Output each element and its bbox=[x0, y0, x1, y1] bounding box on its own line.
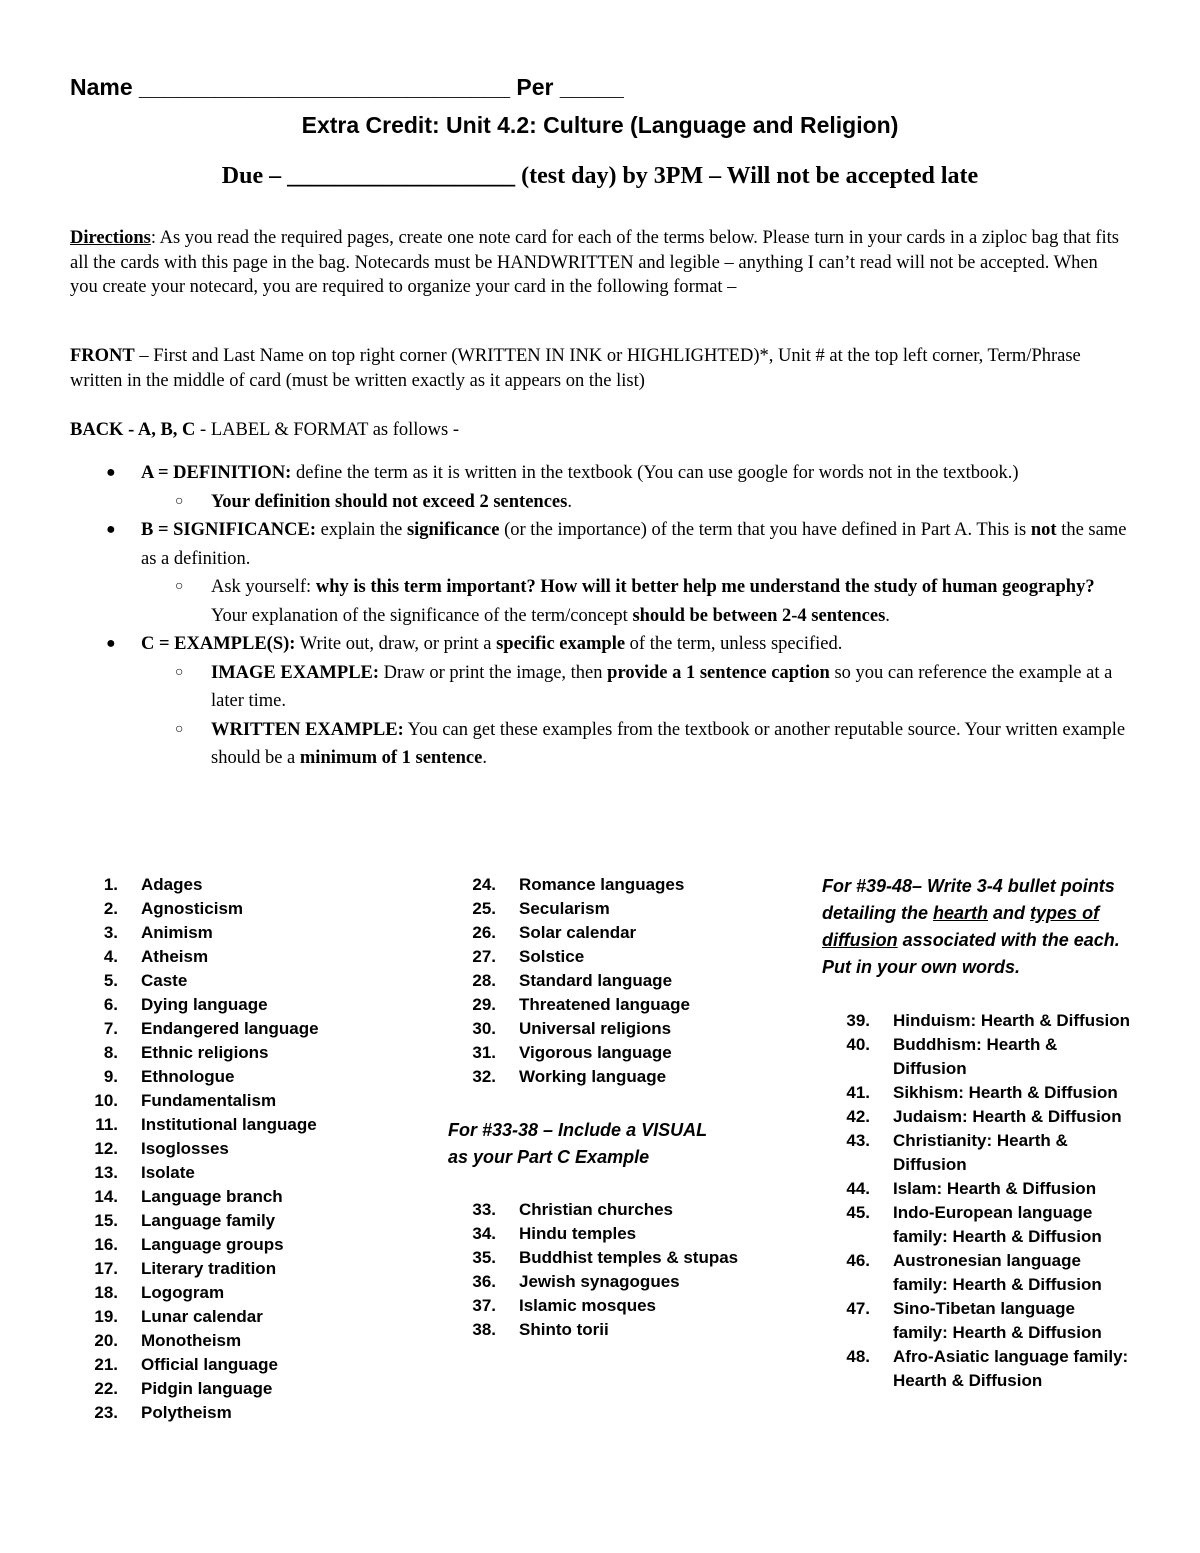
part-c-image-subitem bbox=[70, 659, 1130, 716]
term-number: 48. bbox=[846, 1347, 870, 1366]
term-text: Threatened language bbox=[519, 995, 690, 1014]
term-text-continued: family: Hearth & Diffusion bbox=[893, 1227, 1102, 1246]
due-rest: (test day) by 3PM – Will not be accepted late bbox=[521, 163, 979, 189]
terms-column-2-visual bbox=[448, 1198, 788, 1342]
circle-bullet-icon: ○ bbox=[175, 493, 184, 509]
terms-column-2 bbox=[448, 873, 788, 1089]
term-list-item bbox=[822, 1009, 1152, 1033]
page-title: Extra Credit: Unit 4.2: Culture (Language and Religion) bbox=[301, 112, 899, 138]
term-number: 16. bbox=[94, 1235, 118, 1254]
per-label: Per bbox=[516, 74, 554, 100]
front-text: – First and Last Name on top right corner (WRITTEN IN INK or HIGHLIGHTED)*, Unit # at the top left corner, Term/Phrase written in the middle of card (must be written exactly as it appears on the list) bbox=[70, 346, 1081, 391]
part-a-sub-end: . bbox=[567, 491, 572, 512]
term-number: 44. bbox=[846, 1179, 870, 1198]
term-text: Islamic mosques bbox=[519, 1296, 657, 1315]
term-text: Christianity: Hearth & bbox=[893, 1131, 1068, 1150]
term-list-item bbox=[70, 1281, 400, 1305]
term-number: 42. bbox=[846, 1107, 870, 1126]
term-list-item bbox=[822, 1249, 1152, 1297]
term-list-item bbox=[822, 1033, 1152, 1081]
term-text: Sikhism: Hearth & Diffusion bbox=[893, 1083, 1118, 1102]
due-line bbox=[0, 163, 1200, 190]
written-example-text-2: . bbox=[482, 748, 487, 768]
term-text-continued: Diffusion bbox=[893, 1155, 967, 1174]
term-list-item bbox=[822, 1081, 1152, 1105]
term-text: Buddhism: Hearth & bbox=[893, 1035, 1058, 1054]
term-number: 38. bbox=[472, 1320, 496, 1339]
term-list-item bbox=[70, 969, 400, 993]
part-c-label: C = EXAMPLE(S): bbox=[141, 634, 296, 654]
circle-bullet-icon: ○ bbox=[175, 664, 184, 680]
term-number: 25. bbox=[472, 899, 496, 918]
term-number: 41. bbox=[846, 1083, 870, 1102]
part-c-item bbox=[70, 630, 1130, 659]
term-number: 10. bbox=[94, 1091, 118, 1110]
term-list-item bbox=[822, 1345, 1152, 1393]
term-list-item bbox=[70, 1377, 400, 1401]
term-number: 15. bbox=[94, 1211, 118, 1230]
term-list-item bbox=[448, 921, 788, 945]
part-b-sub-bold-1: why is this term important? How will it better help me understand the study of human geography? bbox=[315, 577, 1095, 597]
part-b-item bbox=[70, 516, 1130, 573]
term-number: 11. bbox=[95, 1115, 118, 1134]
term-list-item bbox=[70, 921, 400, 945]
term-number: 2. bbox=[103, 899, 118, 918]
circle-bullet-icon: ○ bbox=[175, 721, 184, 737]
term-number: 7. bbox=[103, 1019, 118, 1038]
term-text: Buddhist temples & stupas bbox=[519, 1248, 739, 1267]
term-number: 12. bbox=[94, 1139, 118, 1158]
term-text: Language branch bbox=[141, 1187, 283, 1206]
part-b-text-3: the same as a definition. bbox=[141, 520, 1127, 569]
term-number: 46. bbox=[846, 1251, 870, 1270]
term-list-item bbox=[70, 1185, 400, 1209]
term-number: 24. bbox=[472, 875, 496, 894]
term-number: 26. bbox=[472, 923, 496, 942]
term-list-item bbox=[448, 873, 788, 897]
term-number: 27. bbox=[472, 947, 496, 966]
term-text: Dying language bbox=[141, 995, 268, 1014]
term-text: Solstice bbox=[519, 947, 585, 966]
term-list-item bbox=[448, 1294, 788, 1318]
term-list-item bbox=[448, 1041, 788, 1065]
written-example-label: WRITTEN EXAMPLE: bbox=[211, 719, 404, 740]
image-example-bold: provide a 1 sentence caption bbox=[607, 662, 830, 683]
term-list-item bbox=[70, 1401, 400, 1425]
term-number: 18. bbox=[94, 1283, 118, 1302]
term-number: 40. bbox=[846, 1035, 870, 1054]
name-label: Name bbox=[70, 74, 133, 100]
term-list-item bbox=[448, 1017, 788, 1041]
term-text: Sino-Tibetan language bbox=[893, 1299, 1075, 1318]
term-list-item bbox=[822, 1177, 1152, 1201]
term-list-item bbox=[448, 969, 788, 993]
term-text: Lunar calendar bbox=[141, 1307, 263, 1326]
part-b-sub-text-3: . bbox=[885, 605, 890, 626]
term-text: Literary tradition bbox=[141, 1259, 277, 1278]
bullet-icon: ● bbox=[106, 464, 116, 481]
hearth-note-text-2: and bbox=[988, 903, 1031, 923]
term-number: 35. bbox=[472, 1248, 496, 1267]
term-text: Isolate bbox=[141, 1163, 195, 1182]
term-text: Secularism bbox=[519, 899, 610, 918]
term-number: 4. bbox=[103, 947, 118, 966]
term-list-item bbox=[70, 1089, 400, 1113]
term-number: 45. bbox=[846, 1203, 870, 1222]
due-label: Due – bbox=[221, 163, 282, 189]
bullet-icon: ● bbox=[106, 635, 116, 652]
term-number: 31. bbox=[472, 1043, 496, 1062]
term-text: Christian churches bbox=[519, 1200, 673, 1219]
terms-column-3 bbox=[822, 1009, 1152, 1393]
written-example-text-1: You can get these examples from the textbook or another reputable source. Your written example should be a bbox=[211, 719, 1126, 768]
term-list-item bbox=[70, 1233, 400, 1257]
card-format-list bbox=[70, 459, 1130, 773]
term-list-item bbox=[70, 993, 400, 1017]
part-b-subitem bbox=[70, 573, 1130, 630]
term-list-item bbox=[70, 1137, 400, 1161]
term-list-item bbox=[448, 1198, 788, 1222]
term-list-item bbox=[448, 1246, 788, 1270]
term-number: 5. bbox=[103, 971, 118, 990]
image-example-text-2: so you can reference the example at a later time. bbox=[211, 662, 1113, 711]
term-text: Endangered language bbox=[141, 1019, 319, 1038]
term-text: Austronesian language bbox=[893, 1251, 1081, 1270]
term-text-continued: Hearth & Diffusion bbox=[893, 1371, 1043, 1390]
due-blank: ___________________ bbox=[287, 163, 516, 189]
term-text: Polytheism bbox=[141, 1403, 232, 1422]
term-text: Working language bbox=[519, 1067, 667, 1086]
term-text: Logogram bbox=[141, 1283, 225, 1302]
term-number: 32. bbox=[472, 1067, 496, 1086]
term-number: 29. bbox=[472, 995, 496, 1014]
part-b-text-1: explain the bbox=[316, 520, 407, 540]
term-list-item bbox=[70, 1065, 400, 1089]
hearth-note-underline-1: hearth bbox=[933, 903, 989, 923]
term-text: Islam: Hearth & Diffusion bbox=[893, 1179, 1097, 1198]
back-paragraph bbox=[70, 418, 1130, 443]
term-text: Isoglosses bbox=[141, 1139, 229, 1158]
term-text: Agnosticism bbox=[141, 899, 244, 918]
term-number: 37. bbox=[472, 1296, 496, 1315]
term-text: Atheism bbox=[141, 947, 209, 966]
term-text: Standard language bbox=[519, 971, 673, 990]
term-list-item bbox=[448, 1222, 788, 1246]
part-b-sub-bold-2: should be between 2-4 sentences bbox=[632, 605, 886, 626]
term-number: 8. bbox=[103, 1043, 118, 1062]
name-blank: _____________________________ bbox=[139, 74, 511, 100]
back-text: - LABEL & FORMAT as follows - bbox=[195, 420, 460, 440]
part-a-text: define the term as it is written in the textbook (You can use google for words not in the textbook.) bbox=[291, 463, 1019, 483]
directions-label: Directions bbox=[70, 228, 151, 248]
term-number: 20. bbox=[94, 1331, 118, 1350]
term-list-item bbox=[70, 1041, 400, 1065]
term-list-item bbox=[70, 1209, 400, 1233]
term-list-item bbox=[70, 1017, 400, 1041]
image-example-label: IMAGE EXAMPLE: bbox=[211, 662, 380, 683]
term-text: Ethnologue bbox=[141, 1067, 235, 1086]
term-list-item bbox=[448, 1065, 788, 1089]
term-list-item bbox=[70, 873, 400, 897]
term-text: Fundamentalism bbox=[141, 1091, 277, 1110]
term-list-item bbox=[822, 1297, 1152, 1345]
front-label: FRONT bbox=[70, 346, 135, 366]
term-list-item bbox=[448, 1270, 788, 1294]
term-number: 21. bbox=[94, 1355, 118, 1374]
term-number: 39. bbox=[846, 1011, 870, 1030]
term-text: Judaism: Hearth & Diffusion bbox=[893, 1107, 1122, 1126]
hearth-note-underline-2: types of diffusion bbox=[822, 903, 1100, 950]
visual-note: For #33-38 – Include a VISUAL as your Part C Example bbox=[448, 1120, 707, 1167]
term-text: Caste bbox=[141, 971, 188, 990]
bullet-icon: ● bbox=[106, 521, 116, 538]
part-c-text-1: Write out, draw, or print a bbox=[295, 634, 497, 654]
part-b-text-2: (or the importance) of the term that you have defined in Part A. This is bbox=[499, 520, 1031, 540]
term-number: 34. bbox=[472, 1224, 496, 1243]
part-c-written-subitem bbox=[70, 716, 1130, 773]
term-list-item bbox=[70, 1113, 400, 1137]
term-list-item bbox=[822, 1129, 1152, 1177]
term-number: 17. bbox=[94, 1259, 118, 1278]
term-number: 13. bbox=[94, 1163, 118, 1182]
term-number: 33. bbox=[472, 1200, 496, 1219]
term-list-item bbox=[448, 1318, 788, 1342]
term-list-item bbox=[70, 897, 400, 921]
term-number: 30. bbox=[472, 1019, 496, 1038]
part-a-label: A = DEFINITION: bbox=[141, 463, 292, 483]
term-text-continued: Diffusion bbox=[893, 1059, 967, 1078]
term-list-item bbox=[70, 1257, 400, 1281]
directions-text: : As you read the required pages, create one note card for each of the terms below. Please turn in your cards in a ziploc bag that fits all the cards with this page in the bag. Notecards must be HANDWRITTEN and legible – anything I can’t read will not be accepted. When you create your notecard, you are required to organize your card in the following format – bbox=[70, 228, 1119, 297]
term-text: Indo-European language bbox=[893, 1203, 1093, 1222]
circle-bullet-icon: ○ bbox=[175, 579, 184, 594]
term-number: 22. bbox=[94, 1379, 118, 1398]
hearth-note-text-1: For #39-48– Write 3-4 bullet points detailing the bbox=[822, 876, 1115, 923]
term-list-item bbox=[448, 897, 788, 921]
term-list-item bbox=[448, 993, 788, 1017]
term-list-item bbox=[448, 945, 788, 969]
term-list-item bbox=[70, 945, 400, 969]
term-text: Hindu temples bbox=[519, 1224, 637, 1243]
term-number: 43. bbox=[846, 1131, 870, 1150]
hearth-note-text-3: associated with the each. Put in your own words. bbox=[822, 930, 1120, 977]
term-text: Jewish synagogues bbox=[519, 1272, 680, 1291]
part-a-sub-bold: Your definition should not exceed 2 sentences bbox=[211, 491, 568, 512]
back-label: BACK - A, B, C bbox=[70, 420, 196, 440]
term-text: Adages bbox=[141, 875, 203, 894]
written-example-bold: minimum of 1 sentence bbox=[299, 748, 483, 768]
term-list-item bbox=[70, 1161, 400, 1185]
term-list-item bbox=[70, 1305, 400, 1329]
term-text: Shinto torii bbox=[519, 1320, 609, 1339]
term-text-continued: family: Hearth & Diffusion bbox=[893, 1275, 1102, 1294]
term-number: 6. bbox=[103, 995, 118, 1014]
term-text-continued: family: Hearth & Diffusion bbox=[893, 1323, 1102, 1342]
hearth-note bbox=[822, 873, 1132, 981]
term-text: Romance languages bbox=[519, 875, 685, 894]
front-paragraph bbox=[70, 344, 1130, 393]
terms-column-1 bbox=[70, 873, 400, 1425]
part-b-label: B = SIGNIFICANCE: bbox=[141, 520, 317, 540]
term-list-item bbox=[70, 1353, 400, 1377]
part-b-sub-text-2: Your explanation of the significance of the term/concept bbox=[211, 605, 633, 626]
term-text: Pidgin language bbox=[141, 1379, 273, 1398]
part-a-item bbox=[70, 459, 1130, 488]
term-number: 1. bbox=[103, 875, 118, 894]
term-number: 19. bbox=[94, 1307, 118, 1326]
part-b-sub-text-1: Ask yourself: bbox=[211, 577, 316, 597]
part-b-bold-2: not bbox=[1030, 520, 1057, 540]
name-per-line bbox=[70, 74, 624, 101]
term-number: 28. bbox=[472, 971, 496, 990]
term-list-item bbox=[822, 1105, 1152, 1129]
per-blank: _____ bbox=[559, 74, 624, 100]
term-number: 36. bbox=[472, 1272, 496, 1291]
image-example-text-1: Draw or print the image, then bbox=[379, 662, 608, 683]
term-text: Ethnic religions bbox=[141, 1043, 269, 1062]
term-text: Language family bbox=[141, 1211, 276, 1230]
term-text: Universal religions bbox=[519, 1019, 672, 1038]
term-list-item bbox=[822, 1201, 1152, 1249]
part-a-subitem bbox=[70, 488, 1130, 517]
term-list-item bbox=[70, 1329, 400, 1353]
term-text: Hinduism: Hearth & Diffusion bbox=[893, 1011, 1131, 1030]
term-text: Official language bbox=[141, 1355, 278, 1374]
term-text: Institutional language bbox=[141, 1115, 317, 1134]
term-text: Solar calendar bbox=[519, 923, 637, 942]
term-number: 9. bbox=[103, 1067, 118, 1086]
term-text: Language groups bbox=[141, 1235, 284, 1254]
term-number: 47. bbox=[846, 1299, 870, 1318]
term-text: Monotheism bbox=[141, 1331, 242, 1350]
term-number: 3. bbox=[103, 923, 118, 942]
part-c-text-2: of the term, unless specified. bbox=[625, 634, 843, 654]
part-c-bold-1: specific example bbox=[496, 634, 626, 654]
term-number: 14. bbox=[94, 1187, 118, 1206]
directions-paragraph bbox=[70, 226, 1130, 300]
term-text: Vigorous language bbox=[519, 1043, 672, 1062]
term-text: Animism bbox=[141, 923, 213, 942]
part-b-bold-1: significance bbox=[406, 520, 500, 540]
term-number: 23. bbox=[94, 1403, 118, 1422]
term-text: Afro-Asiatic language family: bbox=[893, 1347, 1129, 1366]
